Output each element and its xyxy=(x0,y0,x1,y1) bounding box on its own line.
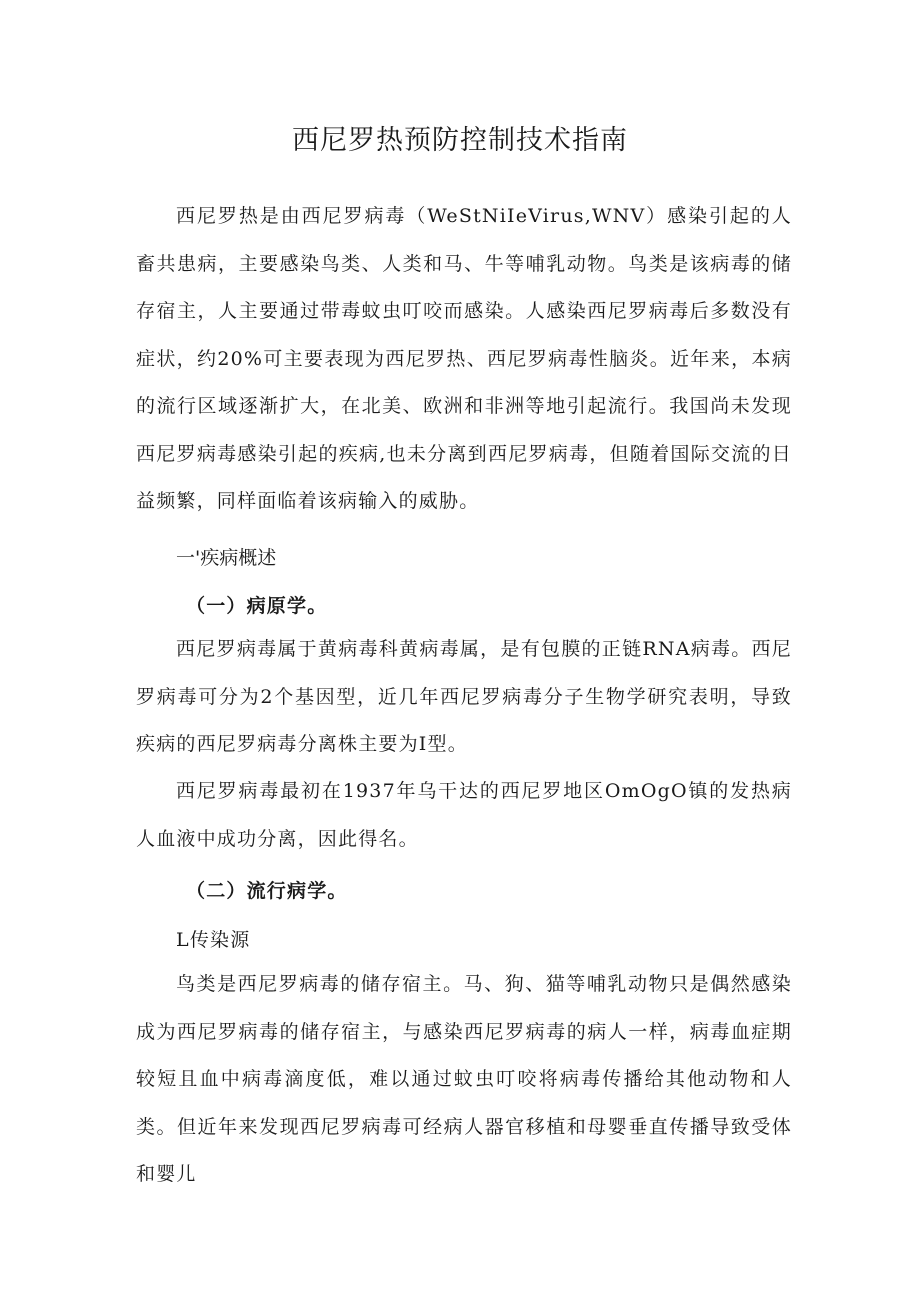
list-item-infection-source: L传染源 xyxy=(176,929,251,951)
subsection-heading-epidemiology: （二）流行病学。 xyxy=(186,880,348,902)
etiology-paragraph-1: 西尼罗病毒属于黄病毒科黄病毒属，是有包膜的正链RNA病毒。西尼罗病毒可分为2个基因型，近几年西尼罗病毒分子生物学研究表明，导致疾病的西尼罗病毒分离株主要为I型。 xyxy=(136,638,792,755)
subsection-heading-etiology: （一）病原学。 xyxy=(186,595,328,617)
infection-source-paragraph: 鸟类是西尼罗病毒的储存宿主。马、狗、猫等哺乳动物只是偶然感染成为西尼罗病毒的储存宿主，与感染西尼罗病毒的病人一样，病毒血症期较短且血中病毒滴度低，难以通过蚊虫叮咬将病毒传播给其他动物和人类。但近年来发现西尼罗病毒可经病人器官移植和母婴垂直传播导致受体和婴儿 xyxy=(136,973,792,1185)
section-heading-disease-overview: 一'疾病概述 xyxy=(176,547,277,569)
document-title: 西尼罗热预防控制技术指南 xyxy=(292,125,628,156)
etiology-paragraph-2: 西尼罗病毒最初在1937年乌干达的西尼罗地区OmOgO镇的发热病人血液中成功分离，因此得名。 xyxy=(136,780,792,850)
intro-paragraph: 西尼罗热是由西尼罗病毒（WeStNiIeVirus,WNV）感染引起的人畜共患病，主要感染鸟类、人类和马、牛等哺乳动物。鸟类是该病毒的储存宿主，人主要通过带毒蚊虫叮咬而感染。人感染西尼罗病毒后多数没有症状，约20%可主要表现为西尼罗热、西尼罗病毒性脑炎。近年来，本病的流行区域逐渐扩大，在北美、欧洲和非洲等地引起流行。我国尚未发现西尼罗病毒感染引起的疾病,也未分离到西尼罗病毒，但随着国际交流的日益频繁，同样面临着该病输入的威胁。 xyxy=(136,205,792,512)
